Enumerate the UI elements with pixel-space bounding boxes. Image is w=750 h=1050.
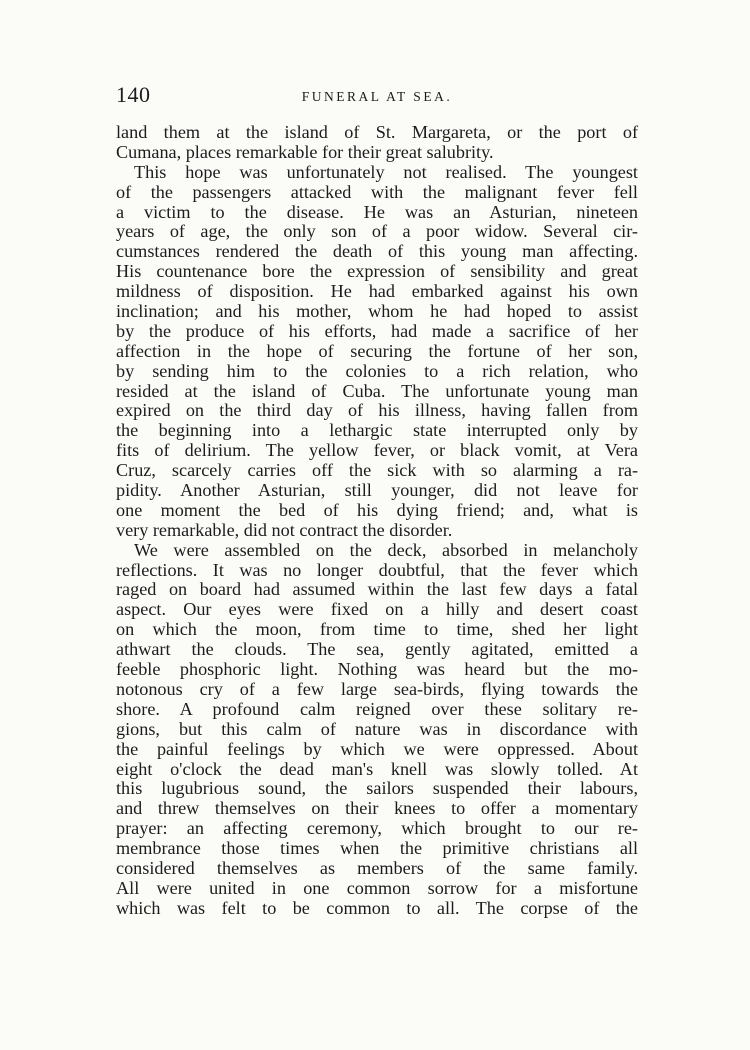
text-line: by the produce of his efforts, had made a sacrifice of her [116, 320, 638, 341]
text-line: cumstances rendered the death of this young man affecting. [116, 241, 638, 262]
text-line: considered themselves as members of the same family. [116, 857, 638, 878]
text-line: and threw themselves on their knees to offer a momentary [116, 798, 638, 819]
body-text [116, 123, 638, 919]
text-line: fits of delirium. The yellow fever, or black vomit, at Vera [116, 440, 638, 461]
text-line: raged on board had assumed within the last few days a fatal [116, 579, 638, 600]
text-line: shore. A profound calm reigned over these solitary re- [116, 698, 638, 719]
text-line: eight o'clock the dead man's knell was slowly tolled. At [116, 758, 638, 779]
text-line: expired on the third day of his illness, having fallen from [116, 400, 638, 421]
text-line: His countenance bore the expression of sensibility and great [116, 261, 638, 282]
text-line: affection in the hope of securing the fortune of her son, [116, 340, 638, 361]
text-line: on which the moon, from time to time, shed her light [116, 619, 638, 640]
text-line: of the passengers attacked with the malignant fever fell [116, 181, 638, 202]
page-number: 140 [116, 82, 151, 107]
text-line: feeble phosphoric light. Nothing was heard but the mo- [116, 659, 638, 680]
text-line: one moment the bed of his dying friend; and, what is [116, 499, 638, 520]
text-line: reflections. It was no longer doubtful, that the fever which [116, 559, 638, 580]
text-line: All were united in one common sorrow for a misfortune [116, 877, 638, 898]
text-line: which was felt to be common to all. The corpse of the [116, 897, 638, 918]
text-line: notonous cry of a few large sea-birds, flying towards the [116, 678, 638, 699]
text-line: mildness of disposition. He had embarked against his own [116, 281, 638, 302]
text-line: the painful feelings by which we were oppressed. About [116, 738, 638, 759]
text-line: aspect. Our eyes were fixed on a hilly and desert coast [116, 599, 638, 620]
text-line: We were assembled on the deck, absorbed in melancholy [134, 539, 638, 560]
text-line: This hope was unfortunately not realised. The youngest [134, 161, 638, 182]
text-line: this lugubrious sound, the sailors suspended their labours, [116, 778, 638, 799]
text-line: Cumana, places remarkable for their great salubrity. [116, 141, 494, 162]
text-line: prayer: an affecting ceremony, which brought to our re- [116, 818, 638, 839]
text-line: by sending him to the colonies to a rich relation, who [116, 360, 638, 381]
text-line: inclination; and his mother, whom he had hoped to assist [116, 301, 638, 322]
text-line: Cruz, scarcely carries off the sick with so alarming a ra- [116, 460, 638, 481]
page-header [116, 82, 638, 112]
text-line: the beginning into a lethargic state interrupted only by [116, 420, 638, 441]
text-line: very remarkable, did not contract the disorder. [116, 519, 453, 540]
text-line: pidity. Another Asturian, still younger, did not leave for [116, 480, 638, 501]
running-head: FUNERAL AT SEA. [301, 89, 453, 104]
text-line: gions, but this calm of nature was in discordance with [116, 718, 638, 739]
text-line: a victim to the disease. He was an Asturian, nineteen [116, 201, 638, 222]
text-line: membrance those times when the primitive christians all [116, 838, 638, 859]
text-line: resided at the island of Cuba. The unfortunate young man [116, 380, 638, 401]
text-line: athwart the clouds. The sea, gently agitated, emitted a [116, 639, 638, 660]
text-line: land them at the island of St. Margareta, or the port of [116, 122, 638, 142]
text-line: years of age, the only son of a poor widow. Several cir- [116, 221, 638, 242]
